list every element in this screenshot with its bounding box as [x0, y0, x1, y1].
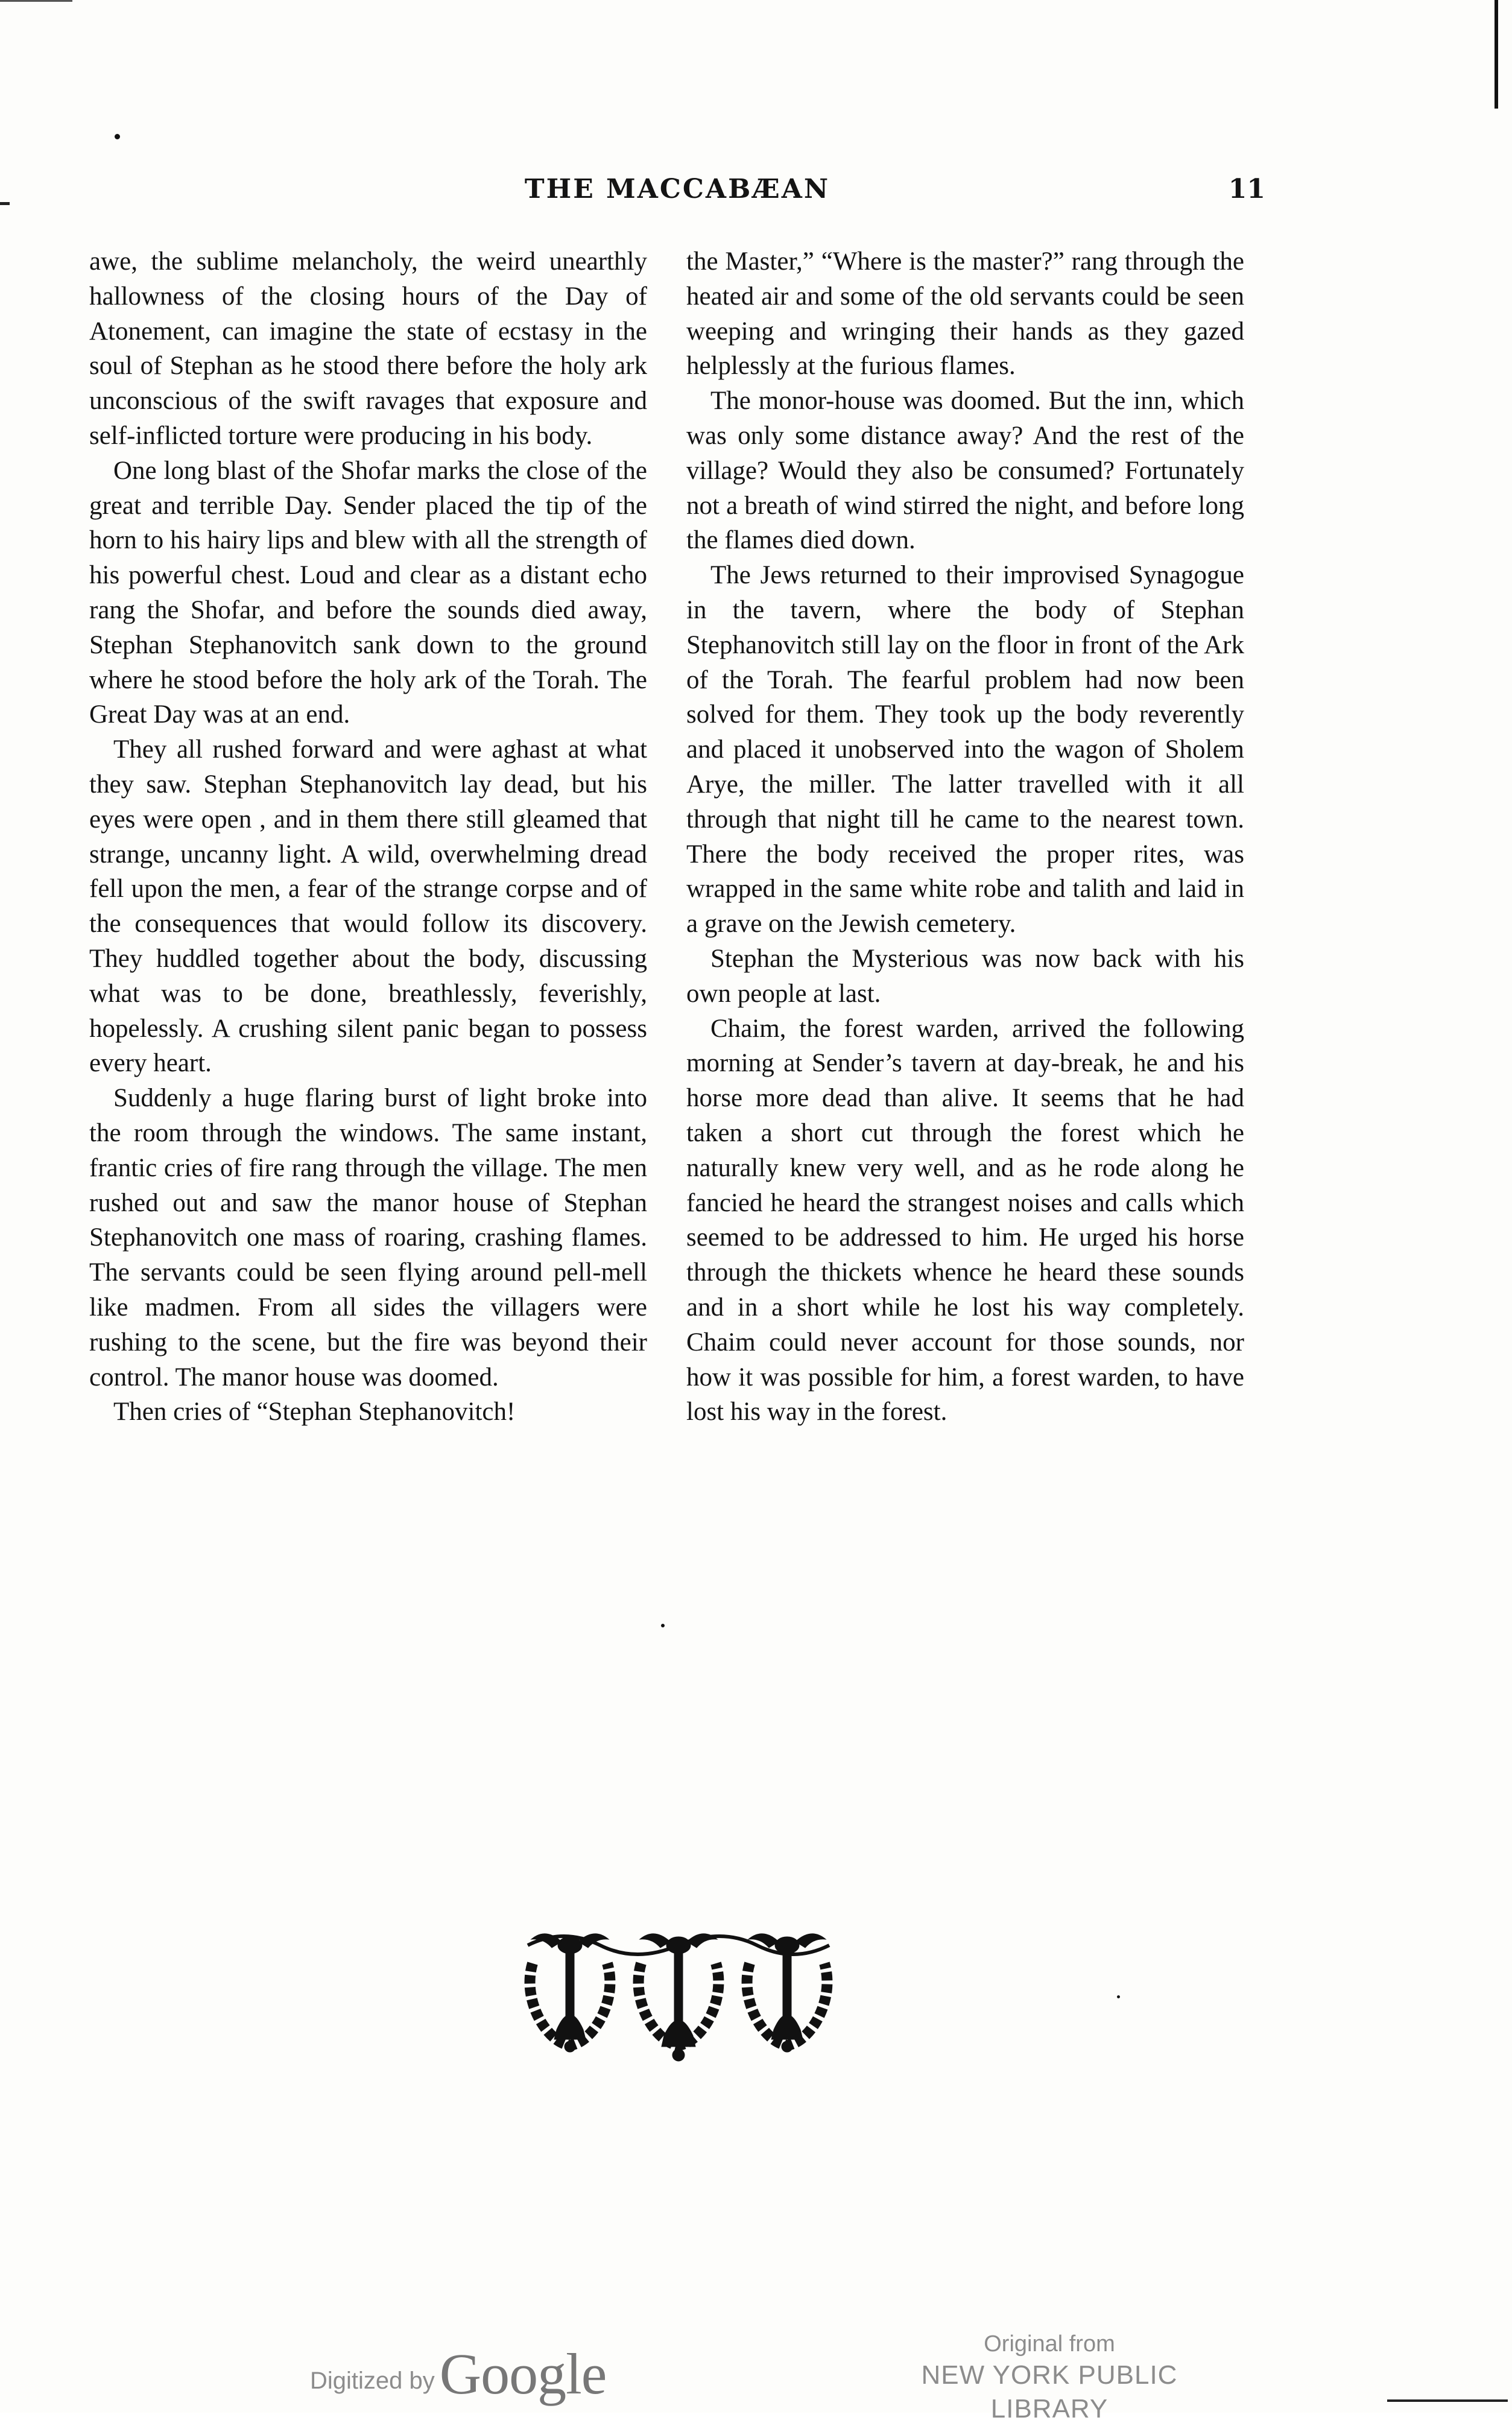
running-header — [89, 174, 1265, 210]
digitizer-brand-logo: Google — [439, 2342, 607, 2406]
scan-bottom-edge-rule — [1387, 2399, 1508, 2402]
original-from-label: Original from — [984, 2331, 1115, 2357]
digitized-by-credit — [310, 2340, 606, 2407]
scan-edge-mark — [0, 202, 10, 205]
text-column-left — [89, 244, 647, 1430]
text-column-right — [686, 244, 1244, 1430]
paragraph: They all rushed forward and were aghast at what they saw. Stephan Stephanovitch lay dead, but his eyes were open , and in them there still gleamed that strange, uncanny light. A wild, overwhelming dread fell upon the men, a fear of the strange corpse and of the consequences that would follow its discovery. They huddled together about the body, discussing what was to be done, breathlessly, feverishly, hopelessly. A crushing silent panic began to possess every heart. — [89, 735, 647, 1078]
ink-speck — [661, 1624, 665, 1627]
ink-speck — [115, 134, 120, 139]
paragraph: The monor-house was doomed. But the inn, which was only some distance away? And the rest of the village? Would they also be consumed? Fortunately not a breath of wind stirred the night, and before long the flames died down. — [686, 387, 1244, 555]
paragraph: Stephan the Mysterious was now back with his own people at last. — [686, 944, 1244, 1008]
paragraph: The Jews returned to their improvised Synagogue in the tavern, where the body of Stephan Stephanovitch still lay on the floor in front of the Ark of the Torah. The fearful problem had now been solved for them. They took up the body reverently and placed it unobserved into the wagon of Sholem Arye, the miller. The latter travelled with it all through that night till he came to the nearest town. There the body received the proper rites, was wrapped in the same white robe and talith and laid in a grave on the Jewish cemetery. — [686, 561, 1244, 939]
paragraph: Suddenly a huge flaring burst of light broke into the room through the windows. The same instant, frantic cries of fire rang through the village. The men rushed out and saw the manor house of Stephan Stephanovitch one mass of roaring, crashing flames. The servants could be seen flying around pell-mell like madmen. From all sides the villagers were rushing to the scene, but the fire was beyond their control. The manor house was doomed. — [89, 1084, 647, 1392]
wreath-and-bells-ornament-icon — [516, 1921, 841, 2078]
digitized-prefix: Digitized by — [310, 2367, 435, 2394]
paragraph: awe, the sublime melancholy, the weird unearthly hallowness of the closing hours of the Day of Atonement, can imagine the state of ecstasy in the soul of Stephan as he stood there before the holy ark unconscious of the swift ravages that exposure and self-inflicted torture were producing in his body. — [89, 247, 647, 450]
journal-title: THE MACCABÆAN — [524, 174, 830, 204]
source-library-credit — [875, 2329, 1224, 2426]
library-name: NEW YORK PUBLIC LIBRARY — [921, 2360, 1178, 2424]
paragraph: Then cries of “Stephan Stephanovitch! — [113, 1398, 516, 1427]
ink-speck — [1117, 1995, 1120, 1998]
paragraph: One long blast of the Shofar marks the close of the great and terrible Day. Sender placed the tip of the horn to his hairy lips and blew with all the strength of his powerful chest. Loud and clear as a distant echo rang the Shofar, and before the sounds died away, Stephan Stephanovitch sank down to the ground where he stood before the holy ark of the Torah. The Great Day was at an end. — [89, 456, 647, 729]
paragraph: Chaim, the forest warden, arrived the following morning at Sender’s tavern at day-break, he and his horse more dead than alive. It seems that he had taken a short cut through the forest which he naturally knew very well, and as he rode along he fancied he heard the strangest noises and calls which seemed to be addressed to him. He urged his horse through the thickets whence he heard these sounds and in a short while he lost his way completely. Chaim could never account for those sounds, nor how it was possible for him, a forest warden, to have lost his way in the forest. — [686, 1014, 1244, 1427]
scan-edge-mark — [0, 0, 72, 2]
scan-right-edge-rule — [1495, 0, 1498, 109]
paragraph: the Master,” “Where is the master?” rang through the heated air and some of the old servants could be seen weeping and wringing their hands as they gazed helplessly at the furious flames. — [686, 247, 1244, 381]
page-number: 11 — [1228, 174, 1265, 204]
